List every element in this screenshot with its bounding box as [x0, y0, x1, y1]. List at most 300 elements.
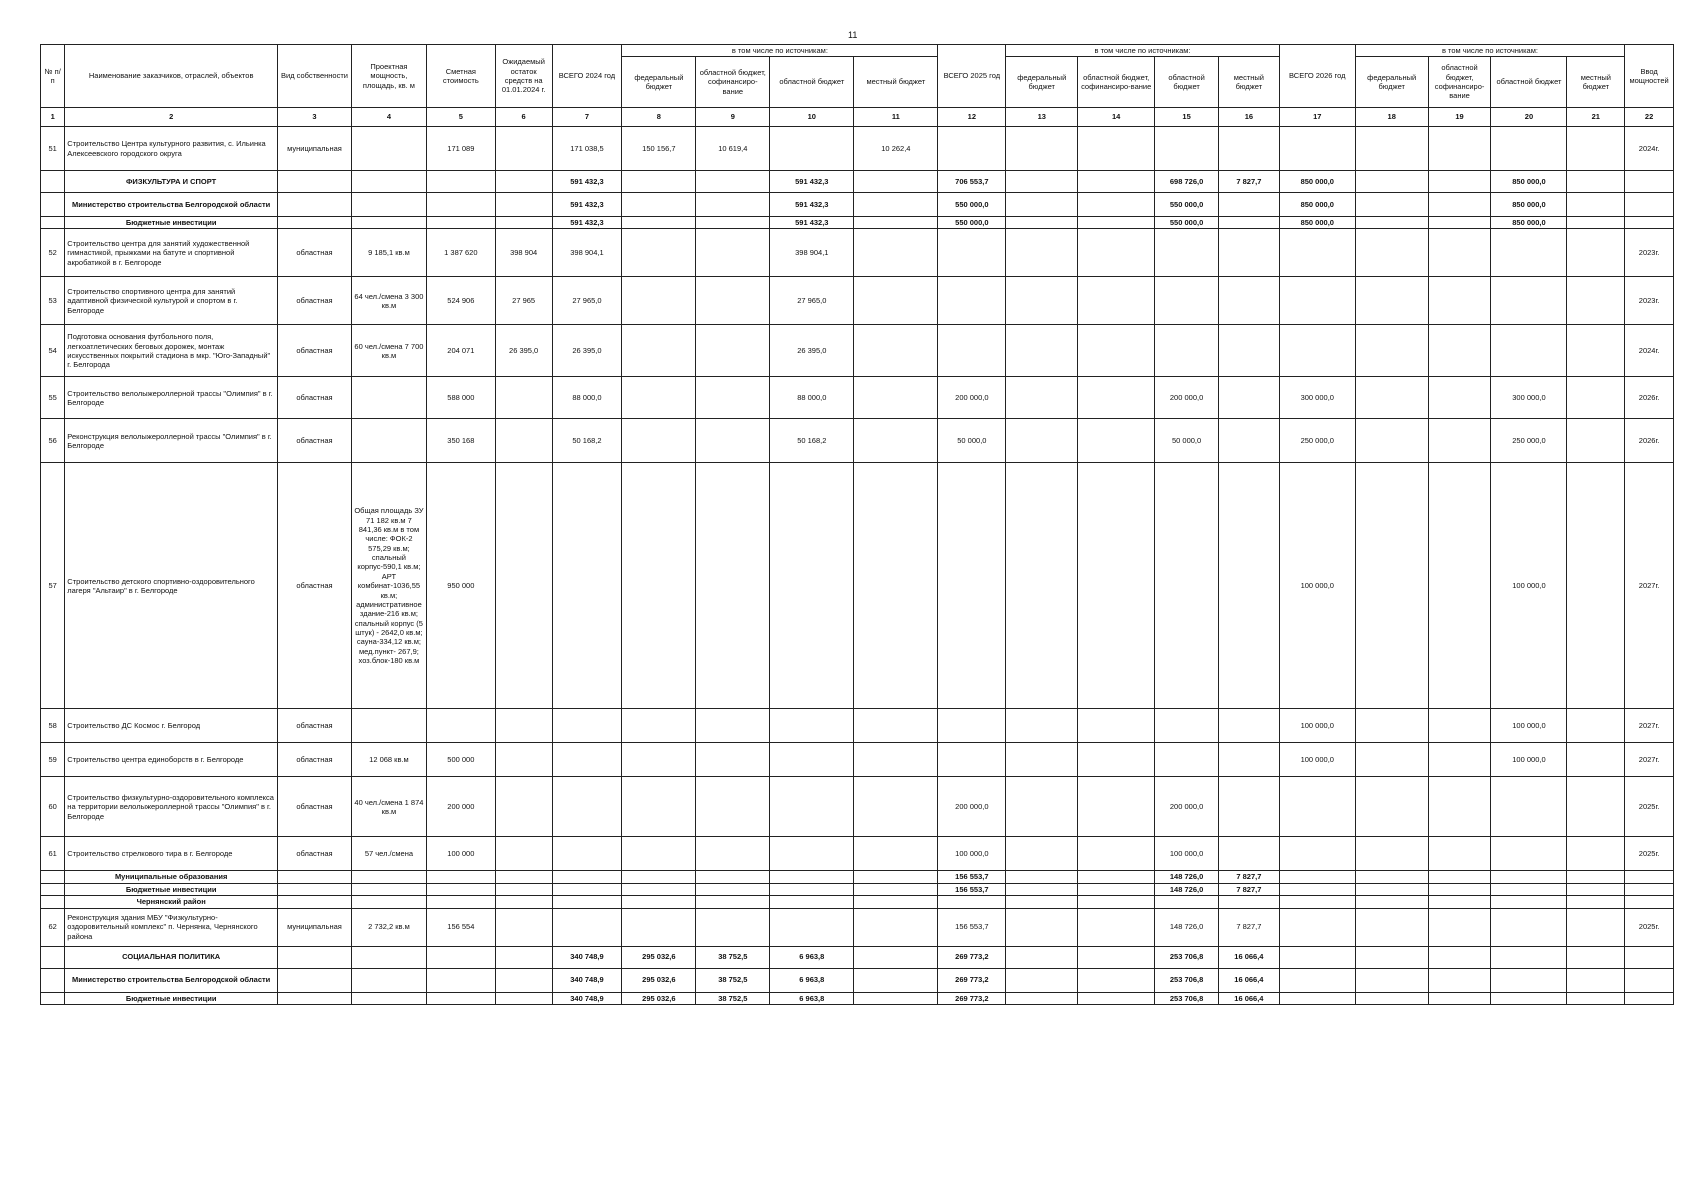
- table-cell: [1279, 229, 1355, 277]
- table-cell: [1491, 777, 1567, 837]
- column-number: 14: [1078, 108, 1155, 127]
- table-cell: [696, 171, 770, 193]
- table-cell: [495, 871, 552, 883]
- table-cell: 2025г.: [1625, 908, 1674, 946]
- table-cell: [1567, 837, 1625, 871]
- table-cell: [622, 871, 696, 883]
- table-cell: [938, 743, 1006, 777]
- table-cell: [770, 896, 854, 908]
- table-cell: 100 000,0: [1279, 743, 1355, 777]
- table-row: [41, 325, 1674, 377]
- table-cell: 148 726,0: [1155, 908, 1219, 946]
- table-cell: [1078, 171, 1155, 193]
- row-number-cell: 62: [41, 908, 65, 946]
- table-cell: 50 168,2: [770, 419, 854, 463]
- row-number-cell: 52: [41, 229, 65, 277]
- col-header-11: местный бюджет: [854, 57, 938, 108]
- table-cell: [1567, 325, 1625, 377]
- table-cell: [1006, 946, 1078, 968]
- table-cell: [1567, 908, 1625, 946]
- table-cell: 150 156,7: [622, 127, 696, 171]
- table-cell: [1006, 229, 1078, 277]
- table-cell: [770, 837, 854, 871]
- table-cell: 60 чел./смена 7 700 кв.м: [351, 325, 426, 377]
- column-number: 3: [278, 108, 352, 127]
- table-cell: областная: [278, 709, 352, 743]
- table-cell: 1 387 620: [426, 229, 495, 277]
- row-number-cell: 53: [41, 277, 65, 325]
- table-row: [41, 463, 1674, 709]
- table-cell: [1355, 463, 1428, 709]
- table-cell: 550 000,0: [938, 193, 1006, 217]
- table-cell: [1567, 229, 1625, 277]
- table-cell: [622, 908, 696, 946]
- table-cell: [1491, 946, 1567, 968]
- col-header-12: ВСЕГО 2025 год: [938, 45, 1006, 108]
- table-cell: [1218, 743, 1279, 777]
- table-cell: 2027г.: [1625, 463, 1674, 709]
- table-cell: 40 чел./смена 1 874 кв.м: [351, 777, 426, 837]
- table-cell: [1006, 837, 1078, 871]
- table-cell: 88 000,0: [552, 377, 622, 419]
- table-cell: [495, 883, 552, 895]
- table-cell: [1428, 325, 1491, 377]
- sources-header-2024: в том числе по источникам:: [622, 45, 938, 57]
- table-cell: [1279, 837, 1355, 871]
- table-cell: муниципальная: [278, 127, 352, 171]
- table-cell: [1155, 229, 1219, 277]
- table-cell: 2024г.: [1625, 325, 1674, 377]
- table-row: [41, 709, 1674, 743]
- row-number-cell: 54: [41, 325, 65, 377]
- table-cell: [696, 419, 770, 463]
- column-number: 2: [65, 108, 278, 127]
- table-cell: [854, 217, 938, 229]
- table-cell: [622, 837, 696, 871]
- table-cell: [622, 277, 696, 325]
- table-cell: Общая площадь ЗУ 71 182 кв.м 7 841,36 кв.м в том числе: ФОК-2 575,29 кв.м; спальный корпус-590,1 кв.м; АРТ комбинат-1036,55 кв.м; административное здание-216 кв.м; спальный корпус (5 штук) - 2642,0 кв.м; сауна-334,12 кв.м; мед.пункт- 267,9; хоз.блок-180 кв.м: [351, 463, 426, 709]
- row-number-cell: 59: [41, 743, 65, 777]
- sources-header-2026: в том числе по источникам:: [1355, 45, 1624, 57]
- table-cell: [1491, 277, 1567, 325]
- column-number: 4: [351, 108, 426, 127]
- column-number: 8: [622, 108, 696, 127]
- object-name-cell: Министерство строительства Белгородской области: [65, 968, 278, 992]
- table-cell: 7 827,7: [1218, 908, 1279, 946]
- table-cell: [622, 419, 696, 463]
- row-number-cell: [41, 896, 65, 908]
- table-cell: [495, 777, 552, 837]
- table-cell: [854, 777, 938, 837]
- table-cell: [1355, 217, 1428, 229]
- table-cell: 204 071: [426, 325, 495, 377]
- table-cell: [1006, 883, 1078, 895]
- table-cell: 550 000,0: [1155, 217, 1219, 229]
- header-row-top: [41, 45, 1674, 57]
- row-number-cell: 51: [41, 127, 65, 171]
- table-cell: [696, 871, 770, 883]
- table-cell: [495, 377, 552, 419]
- table-cell: [1567, 743, 1625, 777]
- table-cell: [1355, 946, 1428, 968]
- table-cell: [1006, 217, 1078, 229]
- column-number: 9: [696, 108, 770, 127]
- table-cell: [696, 325, 770, 377]
- table-cell: [1155, 709, 1219, 743]
- table-cell: [351, 946, 426, 968]
- table-cell: [278, 896, 352, 908]
- table-cell: [1625, 171, 1674, 193]
- row-number-cell: [41, 883, 65, 895]
- table-cell: [1428, 419, 1491, 463]
- table-cell: [1078, 896, 1155, 908]
- table-cell: [1428, 127, 1491, 171]
- table-cell: 50 000,0: [1155, 419, 1219, 463]
- row-number-cell: 56: [41, 419, 65, 463]
- table-cell: [1006, 377, 1078, 419]
- object-name-cell: СОЦИАЛЬНАЯ ПОЛИТИКА: [65, 946, 278, 968]
- object-name-cell: Бюджетные инвестиции: [65, 217, 278, 229]
- table-cell: [426, 709, 495, 743]
- table-cell: [1078, 871, 1155, 883]
- table-cell: [1218, 277, 1279, 325]
- table-row: [41, 908, 1674, 946]
- table-cell: [426, 871, 495, 883]
- table-cell: [854, 871, 938, 883]
- col-header-3: Вид собственности: [278, 45, 352, 108]
- table-cell: 550 000,0: [1155, 193, 1219, 217]
- table-cell: [696, 777, 770, 837]
- table-cell: [1155, 325, 1219, 377]
- column-number: 21: [1567, 108, 1625, 127]
- table-cell: [495, 968, 552, 992]
- table-cell: [278, 946, 352, 968]
- table-cell: [770, 883, 854, 895]
- section-row: [41, 992, 1674, 1004]
- table-cell: [622, 463, 696, 709]
- table-cell: 300 000,0: [1491, 377, 1567, 419]
- table-cell: [1355, 171, 1428, 193]
- table-cell: [1279, 325, 1355, 377]
- table-cell: 250 000,0: [1491, 419, 1567, 463]
- table-cell: [1355, 883, 1428, 895]
- column-number: 15: [1155, 108, 1219, 127]
- table-cell: 156 553,7: [938, 908, 1006, 946]
- table-cell: [1491, 896, 1567, 908]
- table-cell: 591 432,3: [770, 217, 854, 229]
- table-cell: [1078, 377, 1155, 419]
- table-cell: 100 000,0: [1279, 463, 1355, 709]
- investment-table: [40, 44, 1674, 1005]
- col-header-14: областной бюджет, софинансиро-вание: [1078, 57, 1155, 108]
- table-cell: [1625, 883, 1674, 895]
- table-cell: 2 732,2 кв.м: [351, 908, 426, 946]
- table-cell: 27 965,0: [552, 277, 622, 325]
- table-cell: [552, 777, 622, 837]
- table-cell: [1006, 908, 1078, 946]
- table-cell: [1355, 127, 1428, 171]
- table-cell: [1078, 277, 1155, 325]
- table-cell: [495, 419, 552, 463]
- row-number-cell: 57: [41, 463, 65, 709]
- table-cell: [1355, 908, 1428, 946]
- table-cell: [696, 217, 770, 229]
- table-cell: 156 554: [426, 908, 495, 946]
- table-cell: [351, 193, 426, 217]
- table-cell: 340 748,9: [552, 968, 622, 992]
- column-number: 1: [41, 108, 65, 127]
- table-cell: 2024г.: [1625, 127, 1674, 171]
- col-header-6: Ожидаемый остаток средств на 01.01.2024 г.: [495, 45, 552, 108]
- table-cell: [495, 837, 552, 871]
- row-number-cell: [41, 171, 65, 193]
- table-cell: 148 726,0: [1155, 883, 1219, 895]
- table-cell: [1428, 992, 1491, 1004]
- table-cell: [854, 743, 938, 777]
- table-cell: [854, 277, 938, 325]
- col-header-10: областной бюджет: [770, 57, 854, 108]
- table-cell: [770, 463, 854, 709]
- column-number: 11: [854, 108, 938, 127]
- table-cell: [1491, 883, 1567, 895]
- table-cell: [696, 743, 770, 777]
- table-cell: [1567, 946, 1625, 968]
- column-number: 7: [552, 108, 622, 127]
- table-cell: [1218, 777, 1279, 837]
- table-cell: [1279, 896, 1355, 908]
- col-header-5: Сметная стоимость: [426, 45, 495, 108]
- object-name-cell: Строительство стрелкового тира в г. Белгороде: [65, 837, 278, 871]
- table-cell: [1218, 896, 1279, 908]
- table-cell: [1355, 743, 1428, 777]
- table-cell: [622, 325, 696, 377]
- table-cell: [1428, 193, 1491, 217]
- table-cell: областная: [278, 837, 352, 871]
- table-cell: 38 752,5: [696, 946, 770, 968]
- table-cell: 200 000: [426, 777, 495, 837]
- table-cell: 27 965,0: [770, 277, 854, 325]
- table-cell: [1006, 743, 1078, 777]
- table-cell: [1279, 277, 1355, 325]
- table-cell: 591 432,3: [552, 193, 622, 217]
- table-cell: [351, 127, 426, 171]
- table-cell: 100 000,0: [1491, 463, 1567, 709]
- object-name-cell: Строительство физкультурно-оздоровительного комплекса на территории велолыжероллерной трассы "Олимпия" в г. Белгороде: [65, 777, 278, 837]
- table-cell: 2023г.: [1625, 277, 1674, 325]
- table-cell: 6 963,8: [770, 968, 854, 992]
- table-row: [41, 743, 1674, 777]
- table-cell: [1491, 871, 1567, 883]
- table-cell: [938, 127, 1006, 171]
- column-number-row: [41, 108, 1674, 127]
- table-cell: [1567, 127, 1625, 171]
- table-cell: [1567, 419, 1625, 463]
- table-cell: 340 748,9: [552, 992, 622, 1004]
- table-row: [41, 229, 1674, 277]
- table-cell: [1567, 883, 1625, 895]
- table-cell: [696, 463, 770, 709]
- table-cell: 26 395,0: [770, 325, 854, 377]
- table-cell: 156 553,7: [938, 883, 1006, 895]
- table-cell: [1355, 777, 1428, 837]
- table-cell: [1218, 837, 1279, 871]
- table-cell: [1155, 896, 1219, 908]
- table-cell: [1078, 968, 1155, 992]
- table-cell: 6 963,8: [770, 992, 854, 1004]
- table-cell: [1567, 896, 1625, 908]
- table-cell: [1567, 171, 1625, 193]
- table-cell: [1155, 277, 1219, 325]
- col-header-1: № п/п: [41, 45, 65, 108]
- table-cell: [1567, 193, 1625, 217]
- table-cell: 100 000: [426, 837, 495, 871]
- table-cell: [1006, 992, 1078, 1004]
- table-cell: 57 чел./смена: [351, 837, 426, 871]
- table-cell: [1078, 229, 1155, 277]
- table-cell: [1218, 709, 1279, 743]
- table-cell: [1218, 377, 1279, 419]
- col-header-7: ВСЕГО 2024 год: [552, 45, 622, 108]
- table-cell: [1428, 837, 1491, 871]
- table-cell: 2025г.: [1625, 837, 1674, 871]
- table-cell: [1491, 968, 1567, 992]
- table-cell: 7 827,7: [1218, 883, 1279, 895]
- table-cell: 950 000: [426, 463, 495, 709]
- table-cell: [351, 883, 426, 895]
- table-cell: 2025г.: [1625, 777, 1674, 837]
- table-cell: [552, 896, 622, 908]
- table-cell: [622, 883, 696, 895]
- table-row: [41, 419, 1674, 463]
- table-cell: [552, 883, 622, 895]
- table-cell: [696, 908, 770, 946]
- table-cell: 38 752,5: [696, 968, 770, 992]
- table-cell: [938, 277, 1006, 325]
- object-name-cell: Строительство спортивного центра для занятий адаптивной физической культурой и спортом в г. Белгороде: [65, 277, 278, 325]
- table-cell: [495, 896, 552, 908]
- table-cell: 269 773,2: [938, 946, 1006, 968]
- table-cell: [1625, 193, 1674, 217]
- table-cell: [495, 743, 552, 777]
- table-cell: [1428, 463, 1491, 709]
- table-cell: 295 032,6: [622, 968, 696, 992]
- object-name-cell: Чернянский район: [65, 896, 278, 908]
- section-row: [41, 946, 1674, 968]
- section-row: [41, 171, 1674, 193]
- object-name-cell: Строительство центра единоборств в г. Белгороде: [65, 743, 278, 777]
- table-cell: 6 963,8: [770, 946, 854, 968]
- table-cell: [552, 908, 622, 946]
- table-cell: [1006, 777, 1078, 837]
- table-cell: [278, 883, 352, 895]
- table-cell: 269 773,2: [938, 992, 1006, 1004]
- table-cell: [1567, 377, 1625, 419]
- table-cell: [1625, 946, 1674, 968]
- table-row: [41, 837, 1674, 871]
- table-cell: [854, 908, 938, 946]
- table-cell: 12 068 кв.м: [351, 743, 426, 777]
- col-header-20: областной бюджет: [1491, 57, 1567, 108]
- table-cell: [351, 217, 426, 229]
- table-cell: [278, 968, 352, 992]
- table-cell: [1279, 908, 1355, 946]
- table-cell: [1218, 193, 1279, 217]
- column-number: 18: [1355, 108, 1428, 127]
- table-cell: 200 000,0: [938, 377, 1006, 419]
- object-name-cell: Муниципальные образования: [65, 871, 278, 883]
- table-cell: [1078, 837, 1155, 871]
- section-row: [41, 883, 1674, 895]
- table-row: [41, 127, 1674, 171]
- table-cell: [1078, 463, 1155, 709]
- table-cell: [495, 127, 552, 171]
- table-cell: 7 827,7: [1218, 871, 1279, 883]
- table-cell: [1355, 419, 1428, 463]
- table-cell: 26 395,0: [552, 325, 622, 377]
- col-header-16: местный бюджет: [1218, 57, 1279, 108]
- table-cell: [1355, 896, 1428, 908]
- table-cell: [351, 968, 426, 992]
- table-cell: [351, 871, 426, 883]
- col-header-18: федеральный бюджет: [1355, 57, 1428, 108]
- table-cell: [495, 171, 552, 193]
- row-number-cell: 60: [41, 777, 65, 837]
- table-cell: [552, 463, 622, 709]
- col-header-2: Наименование заказчиков, отраслей, объектов: [65, 45, 278, 108]
- table-cell: [426, 946, 495, 968]
- table-cell: [1428, 277, 1491, 325]
- table-cell: [1355, 709, 1428, 743]
- table-cell: [426, 968, 495, 992]
- object-name-cell: Строительство Центра культурного развития, с. Ильинка Алексеевского городского округа: [65, 127, 278, 171]
- row-number-cell: [41, 992, 65, 1004]
- col-header-8: федеральный бюджет: [622, 57, 696, 108]
- object-name-cell: Строительство центра для занятий художественной гимнастикой, прыжками на батуте и спортивной акробатикой в г. Белгороде: [65, 229, 278, 277]
- table-cell: 200 000,0: [938, 777, 1006, 837]
- table-cell: [854, 419, 938, 463]
- column-number: 5: [426, 108, 495, 127]
- table-cell: [552, 709, 622, 743]
- table-cell: [495, 709, 552, 743]
- table-cell: 550 000,0: [938, 217, 1006, 229]
- table-cell: [1218, 463, 1279, 709]
- column-number: 6: [495, 108, 552, 127]
- table-cell: 850 000,0: [1279, 193, 1355, 217]
- table-cell: 7 827,7: [1218, 171, 1279, 193]
- column-number: 16: [1218, 108, 1279, 127]
- table-cell: [1078, 325, 1155, 377]
- table-cell: [278, 171, 352, 193]
- table-cell: [770, 777, 854, 837]
- object-name-cell: Подготовка основания футбольного поля, легкоатлетических беговых дорожек, монтаж искусственных покрытий стадиона в мкр. "Юго-Западный" г. Белгорода: [65, 325, 278, 377]
- table-cell: 850 000,0: [1491, 171, 1567, 193]
- table-cell: 269 773,2: [938, 968, 1006, 992]
- table-cell: [1355, 193, 1428, 217]
- table-cell: [1491, 127, 1567, 171]
- table-cell: [1428, 217, 1491, 229]
- table-cell: [1218, 325, 1279, 377]
- table-cell: [1428, 946, 1491, 968]
- table-cell: [1078, 777, 1155, 837]
- table-cell: 591 432,3: [770, 171, 854, 193]
- table-cell: [1218, 229, 1279, 277]
- table-cell: 27 965: [495, 277, 552, 325]
- table-cell: [495, 992, 552, 1004]
- table-row: [41, 277, 1674, 325]
- table-cell: [426, 193, 495, 217]
- row-number-cell: 58: [41, 709, 65, 743]
- row-number-cell: [41, 871, 65, 883]
